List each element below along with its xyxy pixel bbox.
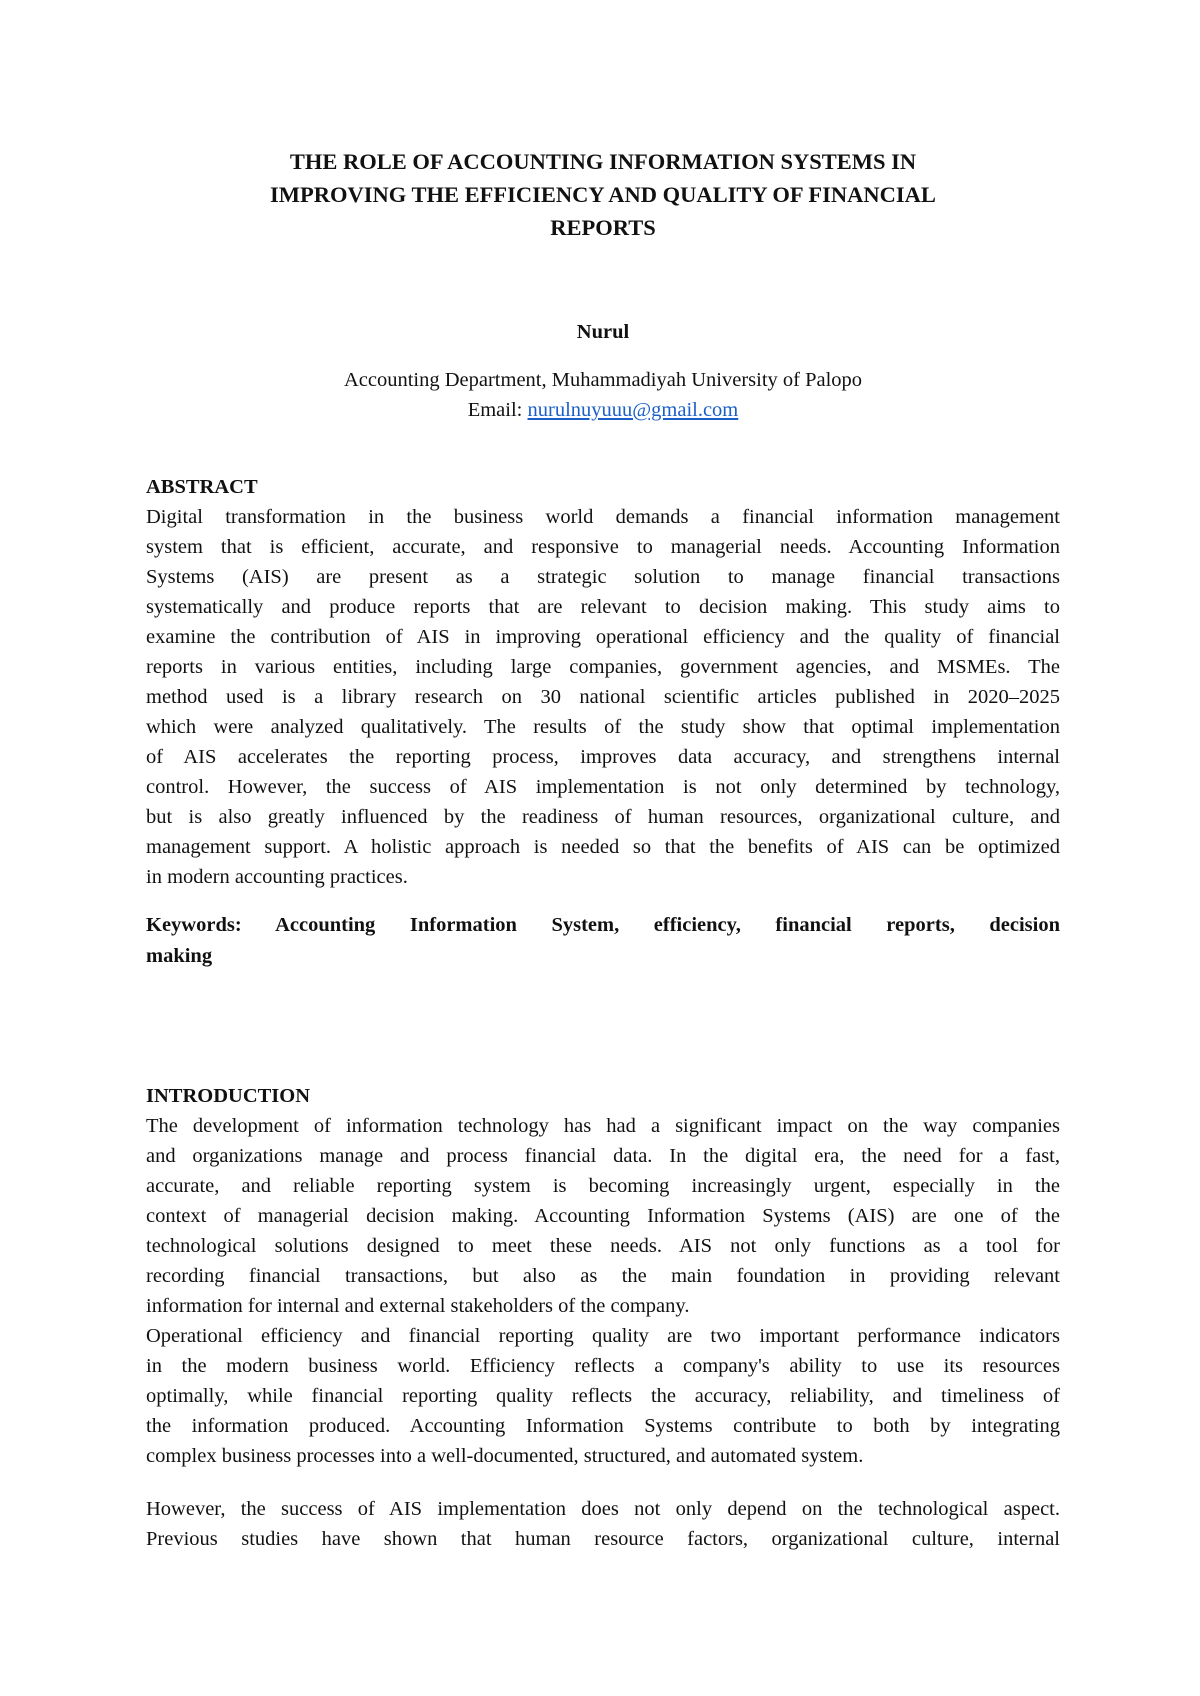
email-line bbox=[146, 396, 1060, 426]
intro-line: Previous studies have shown that human resource factors, organizational culture, internal bbox=[146, 1528, 1060, 1550]
abstract-line: systematically and produce reports that are relevant to decision making. This study aims to bbox=[146, 596, 1060, 618]
intro-line: complex business processes into a well-documented, structured, and automated system. bbox=[146, 1445, 864, 1467]
abstract-line: reports in various entities, including large companies, government agencies, and MSMEs. The bbox=[146, 656, 1060, 678]
title-line: THE ROLE OF ACCOUNTING INFORMATION SYSTEMS IN bbox=[289, 149, 917, 174]
abstract-line: management support. A holistic approach is needed so that the benefits of AIS can be optimized bbox=[146, 836, 1060, 858]
paper-title bbox=[146, 145, 1060, 244]
introduction-paragraph bbox=[146, 1111, 1060, 1321]
intro-line: However, the success of AIS implementation does not only depend on the technological aspect. bbox=[146, 1498, 1060, 1520]
keywords-line: Keywords: Accounting Information System, efficiency, financial reports, decision bbox=[146, 914, 1060, 936]
email-link[interactable]: nurulnuyuuu@gmail.com bbox=[527, 398, 739, 421]
introduction-paragraph bbox=[146, 1494, 1060, 1554]
intro-line: The development of information technology has had a significant impact on the way companies bbox=[146, 1115, 1060, 1137]
keywords bbox=[146, 910, 1060, 972]
abstract-line: which were analyzed qualitatively. The results of the study show that optimal implementation bbox=[146, 716, 1060, 738]
author-name: Nurul bbox=[576, 321, 630, 343]
author-affiliation-block bbox=[146, 366, 1060, 425]
abstract-line: but is also greatly influenced by the readiness of human resources, organizational culture, and bbox=[146, 806, 1060, 828]
intro-line: context of managerial decision making. Accounting Information Systems (AIS) are one of the bbox=[146, 1205, 1060, 1227]
intro-line: recording financial transactions, but also as the main foundation in providing relevant bbox=[146, 1265, 1060, 1287]
abstract-line: method used is a library research on 30 national scientific articles published in 2020–2025 bbox=[146, 686, 1060, 708]
intro-line: in the modern business world. Efficiency reflects a company's ability to use its resources bbox=[146, 1355, 1060, 1377]
intro-line: and organizations manage and process financial data. In the digital era, the need for a fast, bbox=[146, 1145, 1060, 1167]
email-label: Email: bbox=[467, 398, 528, 421]
keywords-line: making bbox=[146, 945, 213, 967]
intro-line: information for internal and external stakeholders of the company. bbox=[146, 1295, 690, 1317]
introduction-heading: INTRODUCTION bbox=[146, 1085, 311, 1107]
intro-line: accurate, and reliable reporting system is becoming increasingly urgent, especially in the bbox=[146, 1175, 1060, 1197]
abstract-line: Systems (AIS) are present as a strategic solution to manage financial transactions bbox=[146, 566, 1060, 588]
intro-line: the information produced. Accounting Information Systems contribute to both by integrating bbox=[146, 1415, 1060, 1437]
abstract-line: Digital transformation in the business world demands a financial information management bbox=[146, 506, 1060, 528]
abstract-line: system that is efficient, accurate, and responsive to managerial needs. Accounting Information bbox=[146, 536, 1060, 558]
abstract-line: of AIS accelerates the reporting process, improves data accuracy, and strengthens internal bbox=[146, 746, 1060, 768]
abstract-heading: ABSTRACT bbox=[146, 476, 258, 498]
affiliation-text: Accounting Department, Muhammadiyah University of Palopo bbox=[343, 369, 863, 391]
title-line: IMPROVING THE EFFICIENCY AND QUALITY OF FINANCIAL bbox=[270, 182, 936, 207]
intro-line: technological solutions designed to meet these needs. AIS not only functions as a tool for bbox=[146, 1235, 1060, 1257]
abstract-paragraph bbox=[146, 502, 1060, 892]
introduction-paragraph bbox=[146, 1321, 1060, 1471]
abstract-line: examine the contribution of AIS in improving operational efficiency and the quality of financial bbox=[146, 626, 1060, 648]
abstract-line: in modern accounting practices. bbox=[146, 866, 408, 888]
abstract-line: control. However, the success of AIS implementation is not only determined by technology, bbox=[146, 776, 1060, 798]
intro-line: optimally, while financial reporting quality reflects the accuracy, reliability, and timeliness of bbox=[146, 1385, 1060, 1407]
title-line: REPORTS bbox=[550, 215, 656, 240]
intro-line: Operational efficiency and financial reporting quality are two important performance indicators bbox=[146, 1325, 1060, 1347]
